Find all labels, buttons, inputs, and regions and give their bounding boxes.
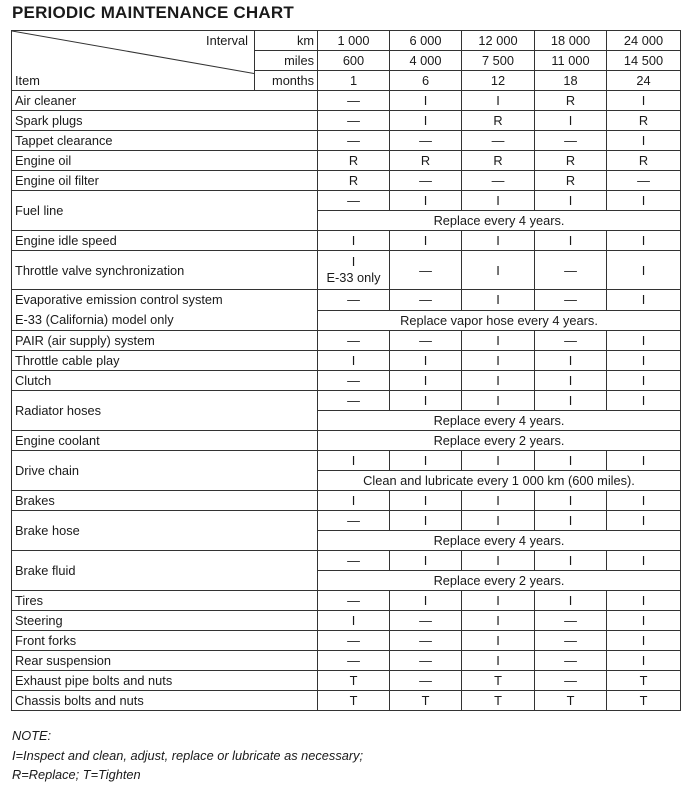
- interval-value: I: [390, 111, 462, 131]
- miles-value: 11 000: [535, 51, 607, 71]
- interval-value: I: [318, 611, 390, 631]
- row-engine-idle-speed: [12, 231, 681, 251]
- interval-value: I: [607, 391, 681, 411]
- interval-value: I: [390, 351, 462, 371]
- interval-value: T: [318, 671, 390, 691]
- item-name-cell: [12, 290, 318, 331]
- row-pair-system: [12, 331, 681, 351]
- interval-value: —: [607, 171, 681, 191]
- miles-value: 600: [318, 51, 390, 71]
- unit-miles: miles: [255, 51, 318, 71]
- replacement-note: Replace every 4 years.: [318, 211, 681, 231]
- row-engine-oil: [12, 151, 681, 171]
- interval-value: I: [390, 91, 462, 111]
- interval-value: I: [607, 451, 681, 471]
- interval-value: —: [535, 631, 607, 651]
- miles-value: 14 500: [607, 51, 681, 71]
- row-rear-suspension: [12, 651, 681, 671]
- interval-value: I: [462, 651, 535, 671]
- miles-value: 7 500: [462, 51, 535, 71]
- interval-value: I: [607, 491, 681, 511]
- interval-value: I: [462, 611, 535, 631]
- row-engine-coolant: [12, 431, 681, 451]
- interval-value: I: [607, 191, 681, 211]
- interval-value: —: [318, 290, 390, 311]
- interval-value: T: [318, 691, 390, 711]
- item-name: PAIR (air supply) system: [12, 331, 318, 351]
- interval-label: Interval: [206, 33, 248, 48]
- item-name: Engine oil filter: [12, 171, 318, 191]
- item-name: Steering: [12, 611, 318, 631]
- interval-value: I: [318, 351, 390, 371]
- interval-value: R: [607, 111, 681, 131]
- interval-value: —: [390, 251, 462, 290]
- interval-value: —: [535, 290, 607, 311]
- interval-value: R: [462, 111, 535, 131]
- interval-value: I: [607, 351, 681, 371]
- interval-value: T: [462, 671, 535, 691]
- interval-value: I: [462, 371, 535, 391]
- interval-value: R: [390, 151, 462, 171]
- months-value: 1: [318, 71, 390, 91]
- interval-value: —: [535, 251, 607, 290]
- item-name: Rear suspension: [12, 651, 318, 671]
- interval-value: I: [390, 391, 462, 411]
- interval-value: I: [535, 591, 607, 611]
- km-value: 6 000: [390, 31, 462, 51]
- interval-value: I: [607, 611, 681, 631]
- interval-value: I: [462, 231, 535, 251]
- interval-value: R: [462, 151, 535, 171]
- row-front-forks: [12, 631, 681, 651]
- interval-value: I: [462, 251, 535, 290]
- months-value: 6: [390, 71, 462, 91]
- item-model-note: E-33 (California) model only: [15, 312, 174, 327]
- km-value: 12 000: [462, 31, 535, 51]
- interval-value: I: [462, 591, 535, 611]
- interval-value: I: [535, 191, 607, 211]
- interval-value: R: [535, 171, 607, 191]
- months-value: 12: [462, 71, 535, 91]
- interval-value: I: [390, 191, 462, 211]
- interval-value: I: [462, 191, 535, 211]
- interval-value: I: [462, 631, 535, 651]
- row-evaporative-emission: [12, 290, 681, 311]
- interval-value: —: [318, 331, 390, 351]
- row-tires: [12, 591, 681, 611]
- replacement-note: Replace every 2 years.: [318, 571, 681, 591]
- interval-value: —: [318, 551, 390, 571]
- item-name: Evaporative emission control system: [15, 292, 223, 307]
- interval-value: I: [607, 131, 681, 151]
- interval-value: —: [390, 631, 462, 651]
- km-value: 18 000: [535, 31, 607, 51]
- lubrication-note: Clean and lubricate every 1 000 km (600 miles).: [318, 471, 681, 491]
- item-name: Brakes: [12, 491, 318, 511]
- item-name: Fuel line: [12, 191, 318, 231]
- interval-value: —: [318, 591, 390, 611]
- item-name: Drive chain: [12, 451, 318, 491]
- row-brakes: [12, 491, 681, 511]
- months-value: 18: [535, 71, 607, 91]
- interval-value: R: [535, 91, 607, 111]
- item-name: Throttle valve synchronization: [12, 251, 318, 290]
- interval-value: —: [390, 651, 462, 671]
- interval-value: I: [535, 511, 607, 531]
- interval-value: I: [462, 391, 535, 411]
- item-name: Engine coolant: [12, 431, 318, 451]
- interval-value: R: [535, 151, 607, 171]
- interval-value: I: [462, 451, 535, 471]
- item-name: Brake hose: [12, 511, 318, 551]
- interval-value: I: [607, 551, 681, 571]
- unit-months: months: [255, 71, 318, 91]
- interval-value: I: [607, 91, 681, 111]
- interval-value: I: [607, 331, 681, 351]
- interval-value: I: [535, 231, 607, 251]
- interval-value: —: [390, 611, 462, 631]
- km-value: 24 000: [607, 31, 681, 51]
- item-name: Exhaust pipe bolts and nuts: [12, 671, 318, 691]
- item-name: Spark plugs: [12, 111, 318, 131]
- item-name: Brake fluid: [12, 551, 318, 591]
- interval-value: I: [607, 511, 681, 531]
- row-engine-oil-filter: [12, 171, 681, 191]
- interval-value: I: [462, 331, 535, 351]
- interval-value: R: [318, 171, 390, 191]
- interval-value: I: [535, 491, 607, 511]
- interval-value: I: [607, 251, 681, 290]
- interval-value: R: [318, 151, 390, 171]
- interval-value: I: [535, 351, 607, 371]
- row-chassis-bolts: [12, 691, 681, 711]
- interval-value: I: [390, 511, 462, 531]
- interval-value: I: [607, 290, 681, 311]
- row-steering: [12, 611, 681, 631]
- interval-value: —: [318, 631, 390, 651]
- interval-value: —: [318, 91, 390, 111]
- interval-value: —: [318, 111, 390, 131]
- interval-value: I: [535, 111, 607, 131]
- item-name: Engine idle speed: [12, 231, 318, 251]
- note-heading: NOTE:: [12, 728, 52, 743]
- interval-value: I: [390, 371, 462, 391]
- row-spark-plugs: [12, 111, 681, 131]
- interval-value: I: [535, 551, 607, 571]
- interval-value: I: [462, 351, 535, 371]
- row-tappet-clearance: [12, 131, 681, 151]
- item-name: Air cleaner: [12, 91, 318, 111]
- interval-value: I: [462, 491, 535, 511]
- interval-value: T: [607, 691, 681, 711]
- interval-value: I: [607, 631, 681, 651]
- page-title: PERIODIC MAINTENANCE CHART: [12, 3, 294, 22]
- row-brake-fluid: [12, 551, 681, 571]
- maintenance-table: [11, 30, 681, 711]
- interval-value: I: [390, 231, 462, 251]
- interval-value: —: [318, 191, 390, 211]
- interval-value: I: [318, 231, 390, 251]
- row-throttle-valve-sync: [12, 251, 681, 290]
- interval-value: I: [462, 91, 535, 111]
- interval-value: I: [390, 451, 462, 471]
- replacement-note: Replace vapor hose every 4 years.: [318, 310, 681, 331]
- row-radiator-hoses: [12, 391, 681, 411]
- interval-value: I: [607, 651, 681, 671]
- interval-value-e33: [318, 251, 390, 290]
- interval-value: —: [318, 371, 390, 391]
- note-line: R=Replace; T=Tighten: [12, 767, 141, 782]
- item-name: Chassis bolts and nuts: [12, 691, 318, 711]
- interval-value: I: [535, 451, 607, 471]
- km-value: 1 000: [318, 31, 390, 51]
- interval-value: I: [318, 451, 390, 471]
- interval-value: I: [390, 491, 462, 511]
- item-label: Item: [15, 73, 40, 88]
- interval-value: —: [318, 511, 390, 531]
- interval-value: —: [535, 611, 607, 631]
- item-name: Tappet clearance: [12, 131, 318, 151]
- interval-value: —: [535, 131, 607, 151]
- interval-value: T: [535, 691, 607, 711]
- item-name: Radiator hoses: [12, 391, 318, 431]
- interval-value: —: [390, 131, 462, 151]
- item-name: Front forks: [12, 631, 318, 651]
- interval-value: I: [462, 290, 535, 311]
- item-name: Engine oil: [12, 151, 318, 171]
- row-throttle-cable-play: [12, 351, 681, 371]
- interval-value: I: [351, 254, 356, 269]
- interval-value: —: [535, 651, 607, 671]
- months-value: 24: [607, 71, 681, 91]
- note-line: I=Inspect and clean, adjust, replace or lubricate as necessary;: [12, 747, 364, 763]
- item-name: Tires: [12, 591, 318, 611]
- interval-value: I: [535, 391, 607, 411]
- row-fuel-line: [12, 191, 681, 211]
- legend-note: [12, 726, 363, 785]
- row-air-cleaner: [12, 91, 681, 111]
- interval-value: I: [607, 371, 681, 391]
- unit-km: km: [255, 31, 318, 51]
- row-clutch: [12, 371, 681, 391]
- interval-value: I: [607, 591, 681, 611]
- row-drive-chain: [12, 451, 681, 471]
- header-corner-cell: [12, 31, 255, 91]
- interval-value: I: [535, 371, 607, 391]
- interval-value: I: [462, 511, 535, 531]
- interval-value: —: [318, 131, 390, 151]
- interval-value: —: [535, 331, 607, 351]
- item-name: Clutch: [12, 371, 318, 391]
- item-name: Throttle cable play: [12, 351, 318, 371]
- interval-value: T: [462, 691, 535, 711]
- interval-value: I: [390, 551, 462, 571]
- interval-value: I: [318, 491, 390, 511]
- interval-value: T: [390, 691, 462, 711]
- header-row-km: [12, 31, 681, 51]
- interval-value: —: [390, 331, 462, 351]
- replacement-note: Replace every 4 years.: [318, 531, 681, 551]
- interval-value: —: [318, 391, 390, 411]
- interval-value: T: [607, 671, 681, 691]
- interval-value: —: [390, 171, 462, 191]
- replacement-note: Replace every 4 years.: [318, 411, 681, 431]
- row-brake-hose: [12, 511, 681, 531]
- miles-value: 4 000: [390, 51, 462, 71]
- model-note: E-33 only: [326, 270, 381, 285]
- interval-value: I: [390, 591, 462, 611]
- interval-value: —: [462, 171, 535, 191]
- interval-value: R: [607, 151, 681, 171]
- interval-value: —: [535, 671, 607, 691]
- replacement-note: Replace every 2 years.: [318, 431, 681, 451]
- interval-value: —: [390, 671, 462, 691]
- interval-value: —: [462, 131, 535, 151]
- interval-value: I: [462, 551, 535, 571]
- interval-value: I: [607, 231, 681, 251]
- interval-value: —: [318, 651, 390, 671]
- row-exhaust-bolts: [12, 671, 681, 691]
- interval-value: —: [390, 290, 462, 311]
